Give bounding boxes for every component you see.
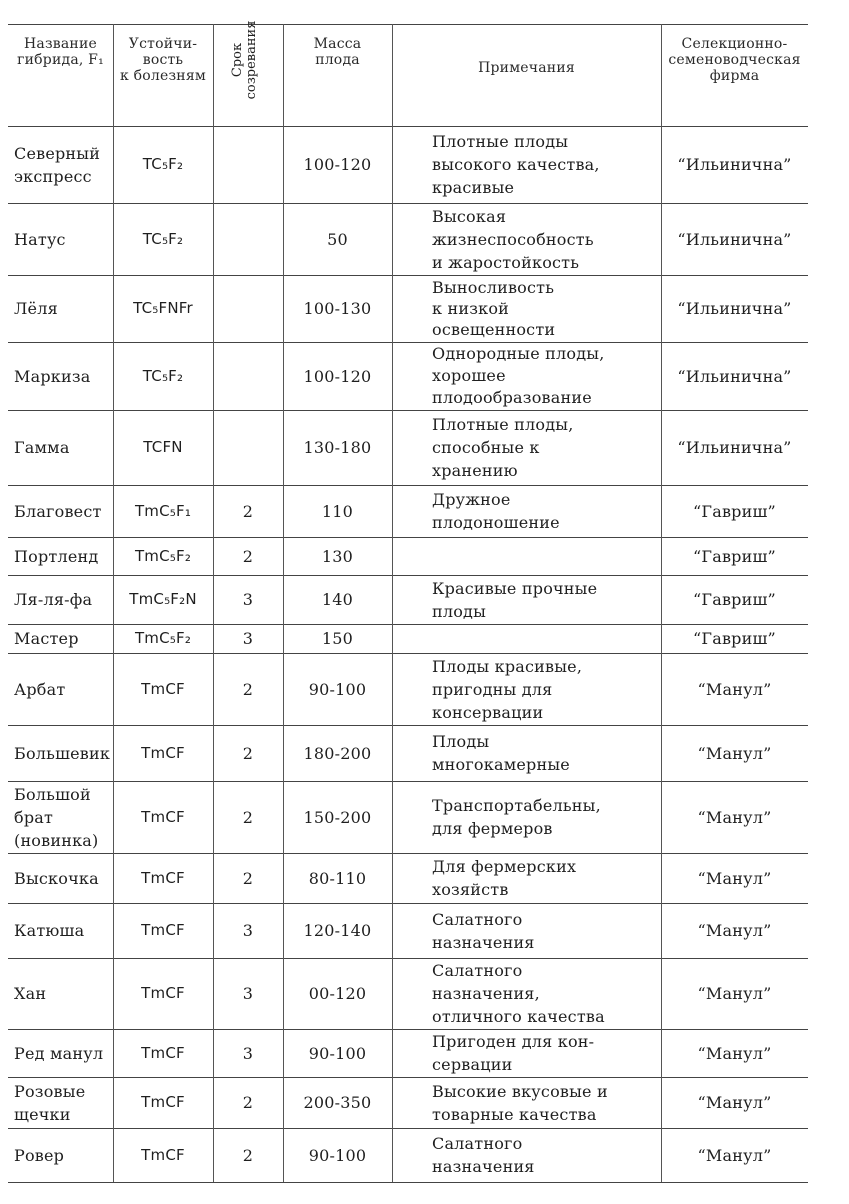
header-firm: Селекционно- семеноводческая фирма xyxy=(668,36,801,84)
note-text: Красивые прочные плоды xyxy=(432,578,598,621)
firm-name: “Манул” xyxy=(697,1043,772,1063)
resistance-code: TmCF xyxy=(141,743,185,762)
note-text: Плоды многокамерные xyxy=(432,732,570,774)
hybrid-name: Благовест xyxy=(14,501,102,521)
hybrid-name: Мастер xyxy=(14,629,79,648)
firm-name: “Манул” xyxy=(697,807,772,827)
fruit-mass: 100-120 xyxy=(303,366,372,386)
resistance-code: TmCF xyxy=(141,1093,185,1111)
hybrid-name: Ля-ля-фа xyxy=(14,590,93,609)
hybrid-name: Ред манул xyxy=(14,1043,104,1063)
hybrid-name: Натус xyxy=(14,229,66,249)
resistance-code: TC₅F₂ xyxy=(142,229,184,248)
row-divider xyxy=(8,1182,808,1183)
row-divider xyxy=(8,24,808,25)
maturity-term: 3 xyxy=(242,921,254,940)
firm-name: “Ильинична” xyxy=(677,299,792,318)
firm-name: “Ильинична” xyxy=(677,366,792,386)
hybrid-name: Арбат xyxy=(14,679,66,699)
hybrid-name: Хан xyxy=(14,984,47,1003)
firm-name: “Манул” xyxy=(697,679,772,699)
note-text: Пригоден для кон- сервации xyxy=(432,1032,595,1074)
resistance-code: TmC₅F₁ xyxy=(134,501,192,520)
row-divider xyxy=(8,1029,808,1030)
fruit-mass: 90-100 xyxy=(308,1043,367,1063)
note-text: Выносливость к низкой освещенности xyxy=(432,278,556,339)
row-divider xyxy=(8,575,808,576)
hybrid-name: Маркиза xyxy=(14,366,91,386)
hybrid-name: Северный экспресс xyxy=(14,143,101,186)
row-divider xyxy=(8,1128,808,1129)
maturity-term: 3 xyxy=(242,590,254,609)
hybrid-name: Большой брат (новинка) xyxy=(14,784,99,850)
fruit-mass: 150-200 xyxy=(303,807,372,827)
note-text: Плотные плоды, способные к хранению xyxy=(432,415,574,480)
fruit-mass: 90-100 xyxy=(308,679,367,699)
hybrid-name: Катюша xyxy=(14,921,85,940)
firm-name: “Гавриш” xyxy=(693,590,776,609)
firm-name: “Ильинична” xyxy=(677,155,792,174)
firm-name: “Гавриш” xyxy=(693,629,776,648)
resistance-code: TmCF xyxy=(141,984,185,1002)
hybrid-name: Выскочка xyxy=(14,868,99,888)
resistance-code: TmCF xyxy=(141,807,185,826)
fruit-mass: 80-110 xyxy=(308,868,367,888)
row-divider xyxy=(8,342,808,343)
row-divider xyxy=(8,903,808,904)
note-text: Высокие вкусовые и товарные качества xyxy=(432,1081,608,1124)
fruit-mass: 130-180 xyxy=(303,438,372,457)
firm-name: “Манул” xyxy=(697,868,772,888)
firm-name: “Ильинична” xyxy=(677,438,792,457)
note-text: Салатного назначения, отличного качества xyxy=(432,961,605,1026)
row-divider xyxy=(8,624,808,625)
firm-name: “Ильинична” xyxy=(677,229,792,249)
resistance-code: TCFN xyxy=(143,438,183,456)
firm-name: “Гавриш” xyxy=(693,546,776,566)
maturity-term: 2 xyxy=(242,1145,254,1165)
resistance-code: TmCF xyxy=(141,868,185,887)
column-divider xyxy=(392,24,393,1182)
resistance-code: TmCF xyxy=(141,1145,185,1164)
header-mass: Масса плода xyxy=(313,36,362,68)
hybrid-name: Большевик xyxy=(14,743,111,763)
hybrid-name: Гамма xyxy=(14,438,70,457)
hybrid-name: Портленд xyxy=(14,546,99,566)
note-text: Транспортабельны, для фермеров xyxy=(432,796,601,838)
row-divider xyxy=(8,410,808,411)
resistance-code: TmCF xyxy=(141,679,185,698)
row-divider xyxy=(8,1077,808,1078)
hybrid-name: Ровер xyxy=(14,1145,65,1165)
row-divider xyxy=(8,853,808,854)
note-text: Однородные плоды, хорошее плодообразование xyxy=(432,344,605,407)
fruit-mass: 150 xyxy=(321,629,354,648)
row-divider xyxy=(8,537,808,538)
maturity-term: 2 xyxy=(242,868,254,888)
row-divider xyxy=(8,781,808,782)
row-divider xyxy=(8,275,808,276)
fruit-mass: 130 xyxy=(321,546,354,566)
resistance-code: TC₅FNFr xyxy=(133,299,193,317)
resistance-code: TmC₅F₂ xyxy=(134,629,192,647)
resistance-code: TmC₅F₂N xyxy=(129,590,197,608)
note-text: Салатного назначения xyxy=(432,909,535,952)
note-text: Дружное плодоношение xyxy=(432,490,560,532)
fruit-mass: 100-130 xyxy=(303,299,372,318)
note-text: Для фермерских хозяйств xyxy=(432,857,577,899)
resistance-code: TmCF xyxy=(141,1043,185,1062)
header-resistance: Устойчи- вость к болезням xyxy=(120,36,206,84)
row-divider xyxy=(8,203,808,204)
fruit-mass: 120-140 xyxy=(303,921,372,940)
maturity-term: 3 xyxy=(242,629,254,648)
maturity-term: 3 xyxy=(242,1043,254,1063)
header-notes: Примечания xyxy=(478,60,575,76)
resistance-code: TmCF xyxy=(141,921,185,939)
maturity-term: 2 xyxy=(242,679,254,699)
firm-name: “Манул” xyxy=(697,921,772,940)
row-divider xyxy=(8,653,808,654)
maturity-term: 2 xyxy=(242,546,254,566)
maturity-term: 2 xyxy=(242,501,254,521)
fruit-mass: 90-100 xyxy=(308,1145,367,1165)
row-divider xyxy=(8,485,808,486)
resistance-code: TC₅F₂ xyxy=(142,155,184,173)
hybrid-name: Розовые щечки xyxy=(14,1081,86,1124)
note-text: Плоды красивые, пригодны для консервации xyxy=(432,656,583,722)
firm-name: “Манул” xyxy=(697,743,772,763)
maturity-term: 2 xyxy=(242,1093,254,1112)
header-maturity: Срок созревания xyxy=(230,20,259,100)
note-text: Салатного назначения xyxy=(432,1134,535,1176)
fruit-mass: 180-200 xyxy=(303,743,372,763)
hybrid-name: Лёля xyxy=(14,299,58,318)
fruit-mass: 100-120 xyxy=(303,155,372,174)
firm-name: “Манул” xyxy=(697,1093,772,1112)
note-text: Плотные плоды высокого качества, красивые xyxy=(432,132,600,197)
resistance-code: TmC₅F₂ xyxy=(134,546,192,565)
fruit-mass: 110 xyxy=(321,501,354,521)
maturity-term: 2 xyxy=(242,807,254,827)
row-divider xyxy=(8,126,808,127)
firm-name: “Гавриш” xyxy=(693,501,776,521)
fruit-mass: 50 xyxy=(327,229,348,249)
resistance-code: TC₅F₂ xyxy=(142,366,184,385)
fruit-mass: 200-350 xyxy=(303,1093,372,1112)
row-divider xyxy=(8,958,808,959)
firm-name: “Манул” xyxy=(697,984,772,1003)
fruit-mass: 00-120 xyxy=(308,984,367,1003)
note-text: Высокая жизнеспособность и жаростойкость xyxy=(432,206,594,272)
fruit-mass: 140 xyxy=(321,590,354,609)
header-name: Название гибрида, F₁ xyxy=(17,36,104,68)
maturity-term: 2 xyxy=(242,743,254,763)
maturity-term: 3 xyxy=(242,984,254,1003)
row-divider xyxy=(8,725,808,726)
firm-name: “Манул” xyxy=(697,1145,772,1165)
